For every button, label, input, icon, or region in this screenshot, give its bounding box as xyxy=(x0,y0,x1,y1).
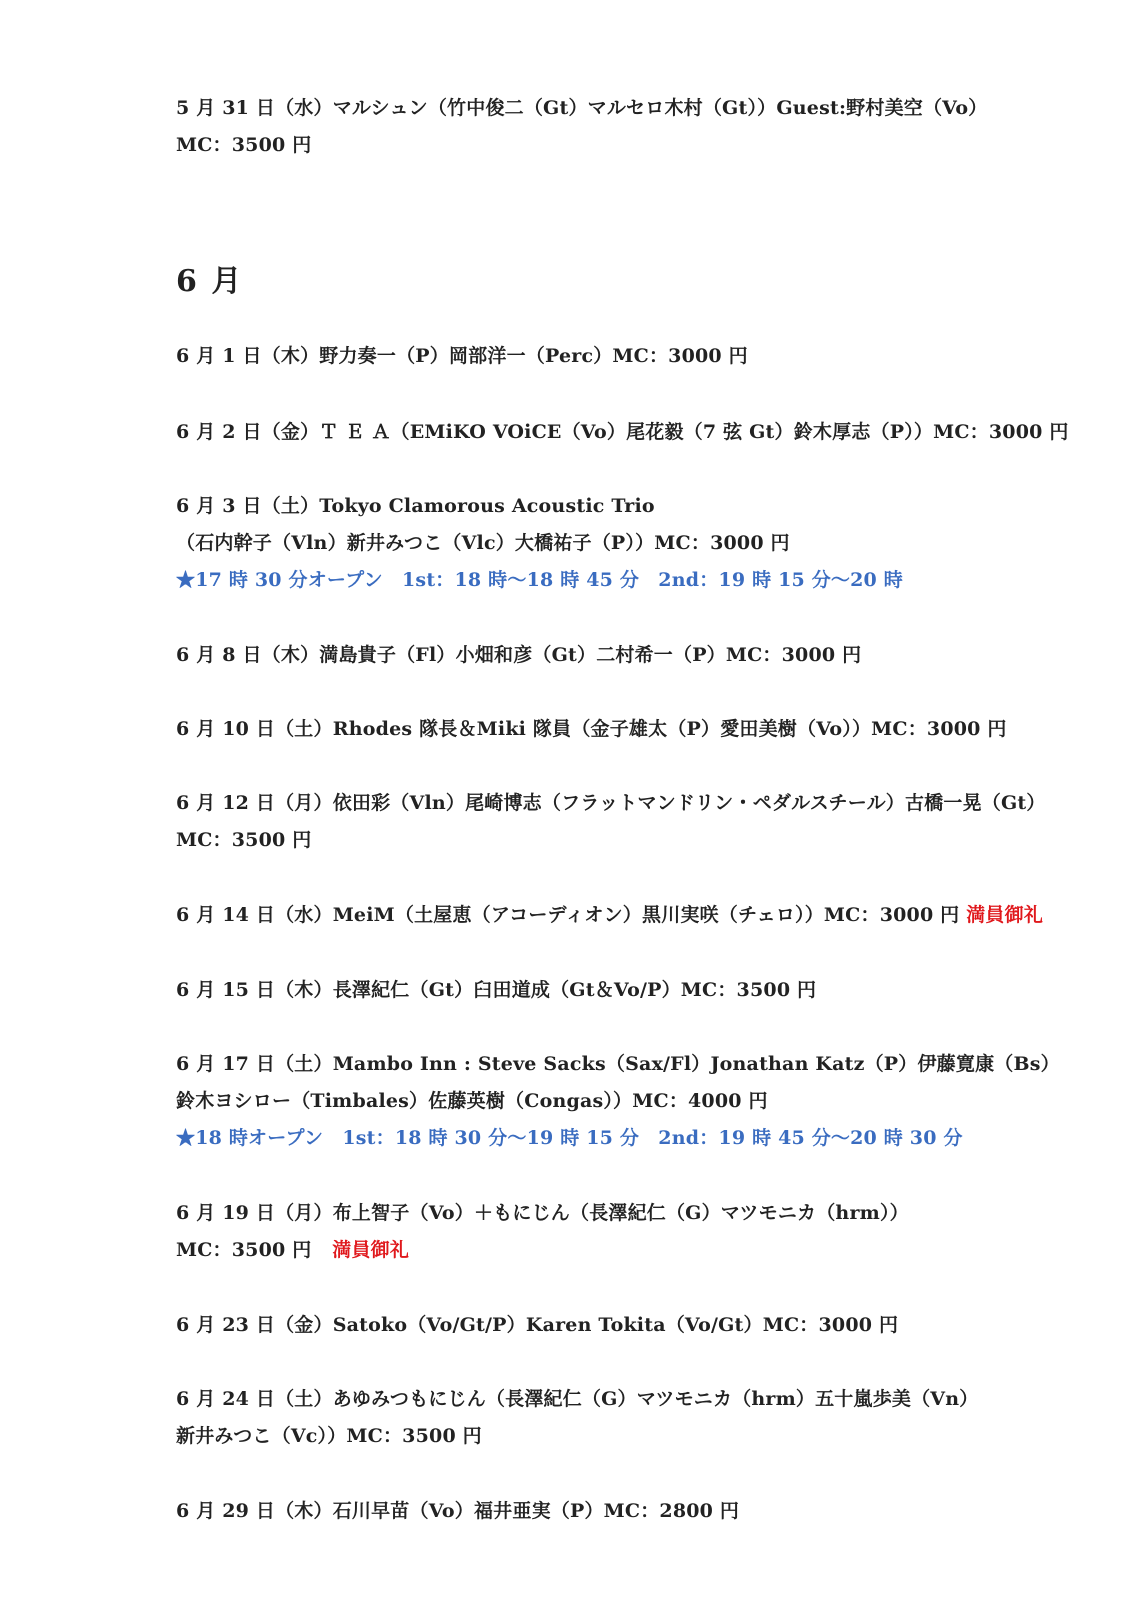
event-june-12: 6 月 12 日（月）依田彩（Vln）尾崎博志（フラットマンドリン・ペダルスチール）古橋一晃（Gt） xyxy=(176,792,1046,814)
event-june-14-text: 6 月 14 日（水）MeiM（土屋恵（アコーディオン）黒川実咲（チェロ））MC：3000 円 xyxy=(176,904,960,926)
event-june-8: 6 月 8 日（木）満島貴子（Fl）小畑和彦（Gt）二村希一（P）MC：3000 円 xyxy=(176,644,862,666)
event-june-29: 6 月 29 日（木）石川早苗（Vo）福井亜実（P）MC：2800 円 xyxy=(176,1500,740,1522)
month-heading-june: 6 月 xyxy=(176,264,244,299)
event-june-3-time-note: ★17 時 30 分オープン 1st：18 時〜18 時 45 分 2nd：19 時 15 分〜20 時 xyxy=(176,569,903,591)
may-31-entry: 5 月 31 日（水）マルシュン（竹中俊二（Gt）マルセロ木村（Gt））Guest:野村美空（Vo） xyxy=(176,97,988,119)
event-june-15: 6 月 15 日（木）長澤紀仁（Gt）臼田道成（Gt＆Vo/P）MC：3500 円 xyxy=(176,979,817,1001)
event-june-19-charge-row xyxy=(176,1237,409,1263)
event-june-10: 6 月 10 日（土）Rhodes 隊長＆Miki 隊員（金子雄太（P）愛田美樹（Vo））MC：3000 円 xyxy=(176,718,1007,740)
sold-out-badge: 満員御礼 xyxy=(332,1239,410,1261)
event-june-3-members: （石内幹子（Vln）新井みつこ（Vlc）大橋祐子（P））MC：3000 円 xyxy=(176,532,790,554)
event-june-12-charge: MC：3500 円 xyxy=(176,829,312,851)
sold-out-badge: 満員御礼 xyxy=(966,904,1044,926)
event-june-23: 6 月 23 日（金）Satoko（Vo/Gt/P）Karen Tokita（Vo/Gt）MC：3000 円 xyxy=(176,1314,899,1336)
event-june-17: 6 月 17 日（土）Mambo Inn : Steve Sacks（Sax/Fl）Jonathan Katz（P）伊藤寛康（Bs） xyxy=(176,1053,1060,1075)
may-31-charge: MC：3500 円 xyxy=(176,134,312,156)
event-june-14 xyxy=(176,902,1043,928)
event-june-2: 6 月 2 日（金）Ｔ Ｅ Ａ（EMiKO VOiCE（Vo）尾花毅（7 弦 Gt）鈴木厚志（P））MC：3000 円 xyxy=(176,421,1069,443)
event-june-17-time-note: ★18 時オープン 1st：18 時 30 分〜19 時 15 分 2nd：19 時 45 分〜20 時 30 分 xyxy=(176,1127,963,1149)
event-june-24-members: 新井みつこ（Vc））MC：3500 円 xyxy=(176,1425,482,1447)
event-june-17-members: 鈴木ヨシロー（Timbales）佐藤英樹（Congas））MC：4000 円 xyxy=(176,1090,768,1112)
event-june-1: 6 月 1 日（木）野力奏一（P）岡部洋一（Perc）MC：3000 円 xyxy=(176,345,748,367)
event-june-19-charge: MC：3500 円 xyxy=(176,1239,312,1261)
event-june-19: 6 月 19 日（月）布上智子（Vo）＋もにじん（長澤紀仁（G）マツモニカ（hrm）） xyxy=(176,1202,909,1224)
event-june-3: 6 月 3 日（土）Tokyo Clamorous Acoustic Trio xyxy=(176,495,655,517)
event-june-24: 6 月 24 日（土）あゆみつもにじん（長澤紀仁（G）マツモニカ（hrm）五十嵐歩美（Vn） xyxy=(176,1388,979,1410)
